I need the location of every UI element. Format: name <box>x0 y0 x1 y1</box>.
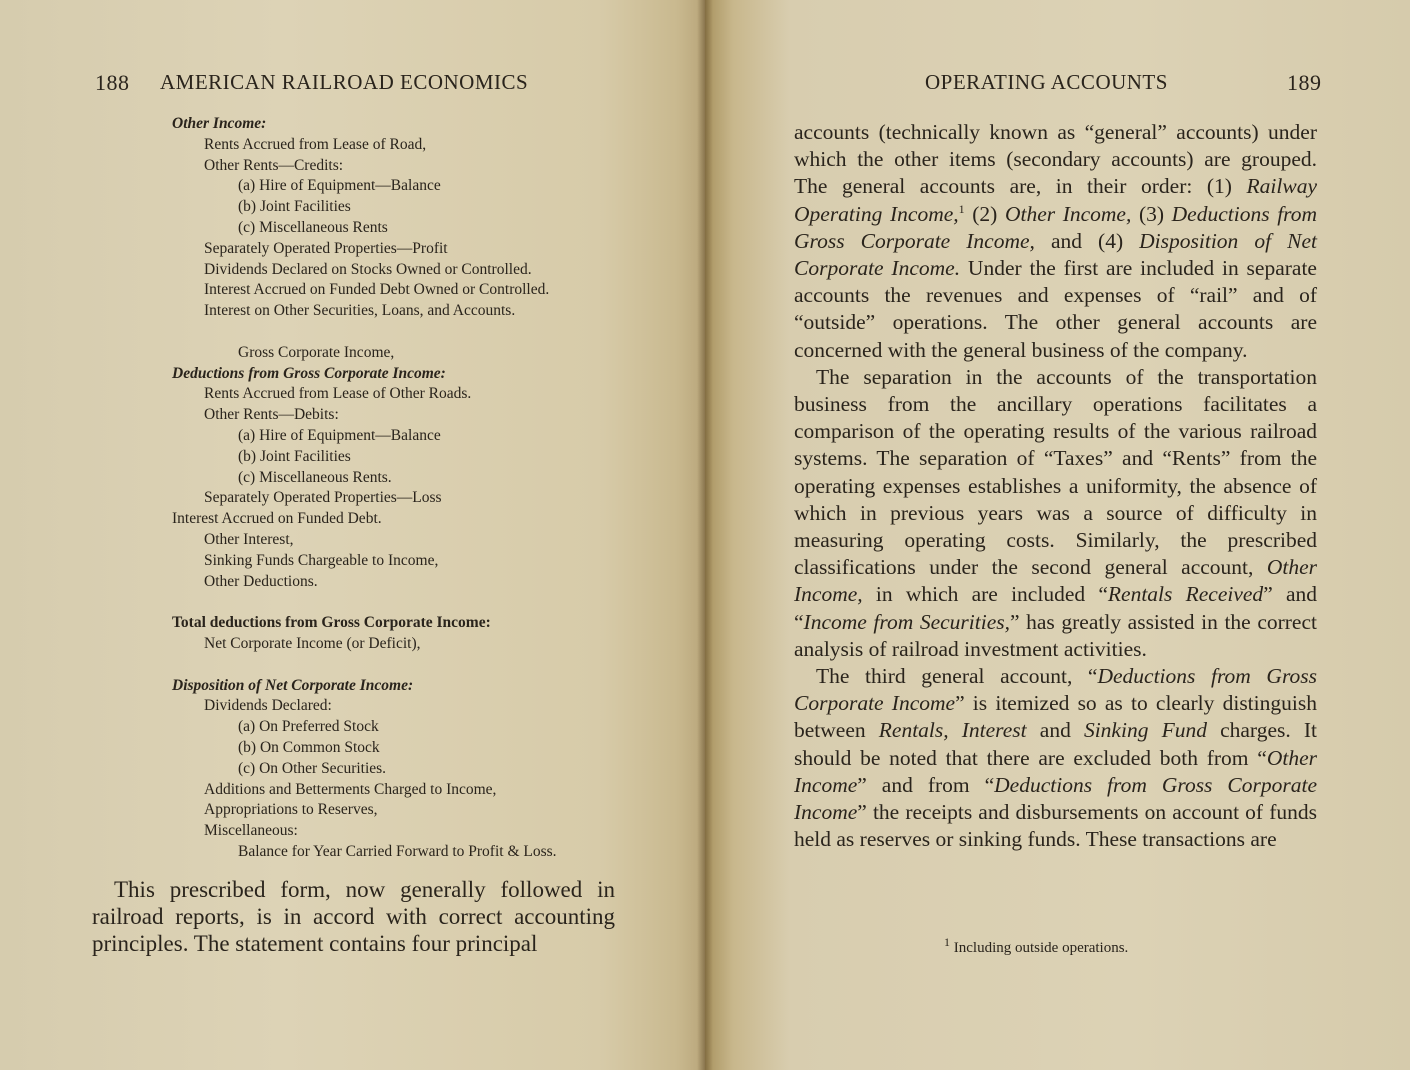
footnote-ref: 1 <box>958 201 965 216</box>
statement-line: Other Rents—Credits: <box>204 156 344 174</box>
statement-line: Interest on Other Securities, Loans, and Accounts. <box>204 302 516 320</box>
statement-line: Rents Accrued from Lease of Other Roads. <box>204 385 472 403</box>
statement-line: Other Rents—Debits: <box>204 406 339 424</box>
left-running-title: AMERICAN RAILROAD ECONOMICS <box>160 70 529 94</box>
statement-line: Other Deductions. <box>204 572 318 590</box>
statement-line: (a) Hire of Equipment—Balance <box>238 177 441 195</box>
statement-line: Dividends Declared on Stocks Owned or Controlled. <box>204 260 532 278</box>
book-gutter <box>697 0 713 1070</box>
statement-line: Appropriations to Reserves, <box>204 801 378 819</box>
net-corporate-income-line: Net Corporate Income (or Deficit), <box>204 634 421 652</box>
gross-corporate-income-line: Gross Corporate Income, <box>238 343 395 361</box>
statement-line: Separately Operated Properties—Profit <box>204 239 448 257</box>
statement-line: (c) Miscellaneous Rents <box>238 218 388 236</box>
statement-line: Interest Accrued on Funded Debt. <box>172 510 382 528</box>
statement-line: (b) Joint Facilities <box>238 198 351 216</box>
statement-line: Miscellaneous: <box>204 822 298 840</box>
statement-line: (b) On Common Stock <box>238 738 380 756</box>
right-body-text <box>794 119 1317 853</box>
paragraph-3: The third general account, “Deductions from Gross Corporate Income” is itemized so as to clearly distinguish between Rentals, Interest and Sinking Fund charges. It should be noted that there are excluded both from “Other Income” and from “Deductions from Gross Corporate Income” the receipts and disbursements on account of funds held as reserves or sinking funds. These transactions are <box>794 664 1318 852</box>
total-deductions-line: Total deductions from Gross Corporate Income: <box>172 614 491 632</box>
footnote <box>944 935 1129 957</box>
paragraph-text: This prescribed form, now generally followed in railroad reports, is in accord with correct accounting principles. The statement contains four principal <box>92 877 615 956</box>
statement-line: (a) Hire of Equipment—Balance <box>238 426 441 444</box>
income-statement-form <box>172 114 642 863</box>
left-page-number: 188 <box>95 70 130 95</box>
deductions-heading: Deductions from Gross Corporate Income: <box>172 364 446 382</box>
statement-line: Rents Accrued from Lease of Road, <box>204 135 427 153</box>
statement-line: (a) On Preferred Stock <box>238 718 379 736</box>
other-income-heading: Other Income: <box>172 115 267 132</box>
statement-line: Additions and Betterments Charged to Income, <box>204 780 497 798</box>
statement-line: (b) Joint Facilities <box>238 447 351 465</box>
statement-line: Separately Operated Properties—Loss <box>204 489 442 507</box>
disposition-heading: Disposition of Net Corporate Income: <box>172 676 414 694</box>
right-running-title: OPERATING ACCOUNTS <box>925 70 1168 94</box>
statement-line: Dividends Declared: <box>204 697 332 715</box>
statement-line: Other Interest, <box>204 530 294 548</box>
statement-line: Sinking Funds Chargeable to Income, <box>204 551 439 569</box>
statement-line: (c) Miscellaneous Rents. <box>238 468 392 486</box>
statement-line: (c) On Other Securities. <box>238 759 387 777</box>
right-page-number: 189 <box>1287 70 1322 95</box>
left-body-paragraph <box>92 876 615 957</box>
statement-line: Balance for Year Carried Forward to Profit & Loss. <box>238 842 557 860</box>
paragraph-1: accounts (technically known as “general” accounts) under which the other items (secondary accounts) are grouped. The general accounts are, in their order: (1) Railway Operating Income,$^1$ (2) Other Income, (3) Deductions from Gross Corporate Income, and (4) Disposition of Net Corporate Income. Under the first are included in separate accounts the revenues and expenses of “rail” and of “outside” operations. The other general accounts are concerned with the general business of the company. <box>794 120 1318 362</box>
statement-line: Interest Accrued on Funded Debt Owned or Controlled. <box>204 281 550 299</box>
footnote-marker: 1 <box>944 935 950 949</box>
footnote-text: Including outside operations. <box>953 940 1129 956</box>
paragraph-2: The separation in the accounts of the transportation business from the ancillary operations facilitates a comparison of the operating results of the various railroad systems. The separation of “Taxes” and “Rents” from the operating expenses establishes a uniformity, the absence of which in previous years was a source of difficulty in measuring operating costs. Similarly, the prescribed classifications under the second general account, Other Income, in which are included “Rentals Received” and “Income from Securities,” has greatly assisted in the correct analysis of railroad investment activities. <box>794 364 1318 661</box>
